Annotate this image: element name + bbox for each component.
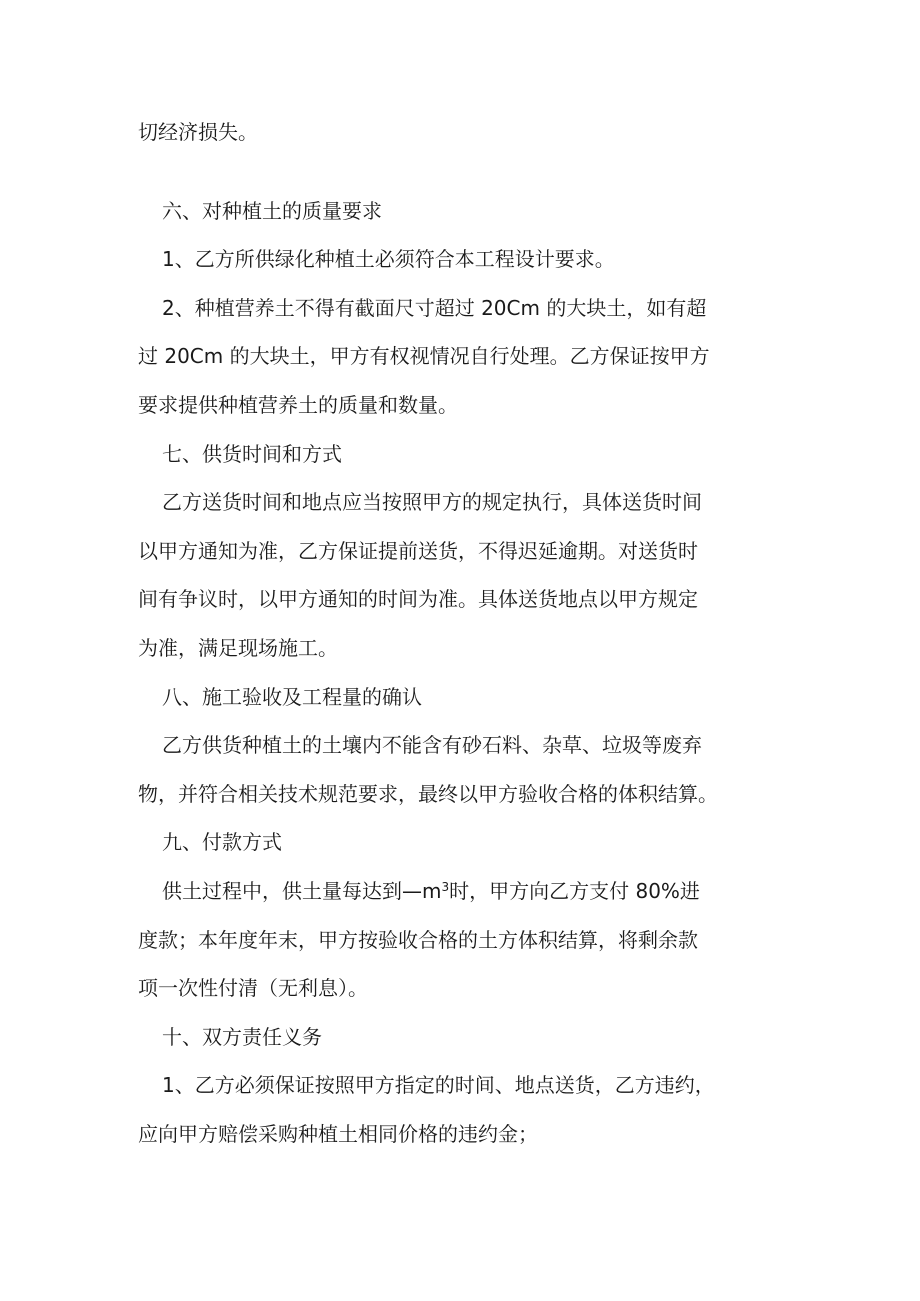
paragraph-line: 度款；本年度年末，甲方按验收合格的土方体积结算，将剩余款 bbox=[138, 927, 698, 952]
payment-line bbox=[138, 867, 788, 916]
section-heading-nine: 九、付款方式 bbox=[162, 830, 282, 855]
payment-line-prefix: 供土过程中，供土量每达到—m bbox=[162, 878, 442, 903]
section-heading-seven: 七、供货时间和方式 bbox=[162, 441, 342, 466]
section-heading-ten: 十、双方责任义务 bbox=[162, 1024, 322, 1049]
paragraph-line: 切经济损失。 bbox=[138, 120, 258, 144]
paragraph-line: 间有争议时，以甲方通知的时间为准。具体送货地点以甲方规定 bbox=[138, 587, 698, 612]
paragraph-line: 应向甲方赔偿采购种植土相同价格的违约金； bbox=[138, 1121, 538, 1146]
cubic-superscript: 3 bbox=[441, 879, 450, 894]
paragraph-line: 乙方送货时间和地点应当按照甲方的规定执行，具体送货时间 bbox=[162, 490, 702, 515]
paragraph-line: 要求提供种植营养土的质量和数量。 bbox=[138, 392, 458, 417]
paragraph-line: 1、乙方必须保证按照甲方指定的时间、地点送货，乙方违约， bbox=[162, 1073, 715, 1098]
payment-line-rest: 时，甲方向乙方支付 80%进 bbox=[449, 878, 700, 903]
section-heading-six: 六、对种植土的质量要求 bbox=[162, 198, 382, 223]
section-heading-eight: 八、施工验收及工程量的确认 bbox=[162, 684, 422, 709]
paragraph-line: 乙方供货种植土的土壤内不能含有砂石料、杂草、垃圾等废弃 bbox=[162, 733, 702, 758]
document-body bbox=[138, 108, 788, 1158]
paragraph-line: 2、种植营养土不得有截面尺寸超过 20Cm 的大块土，如有超 bbox=[162, 295, 707, 320]
paragraph-line: 过 20Cm 的大块土，甲方有权视情况自行处理。乙方保证按甲方 bbox=[138, 344, 710, 369]
paragraph-line: 以甲方通知为准，乙方保证提前送货，不得迟延逾期。对送货时 bbox=[138, 538, 698, 563]
paragraph-line: 物，并符合相关技术规范要求，最终以甲方验收合格的体积结算。 bbox=[138, 781, 718, 806]
paragraph-line: 1、乙方所供绿化种植土必须符合本工程设计要求。 bbox=[162, 247, 615, 272]
paragraph-line: 为准，满足现场施工。 bbox=[138, 635, 338, 660]
paragraph-gap bbox=[138, 157, 788, 187]
paragraph-line: 项一次性付清（无利息）。 bbox=[138, 976, 368, 1001]
